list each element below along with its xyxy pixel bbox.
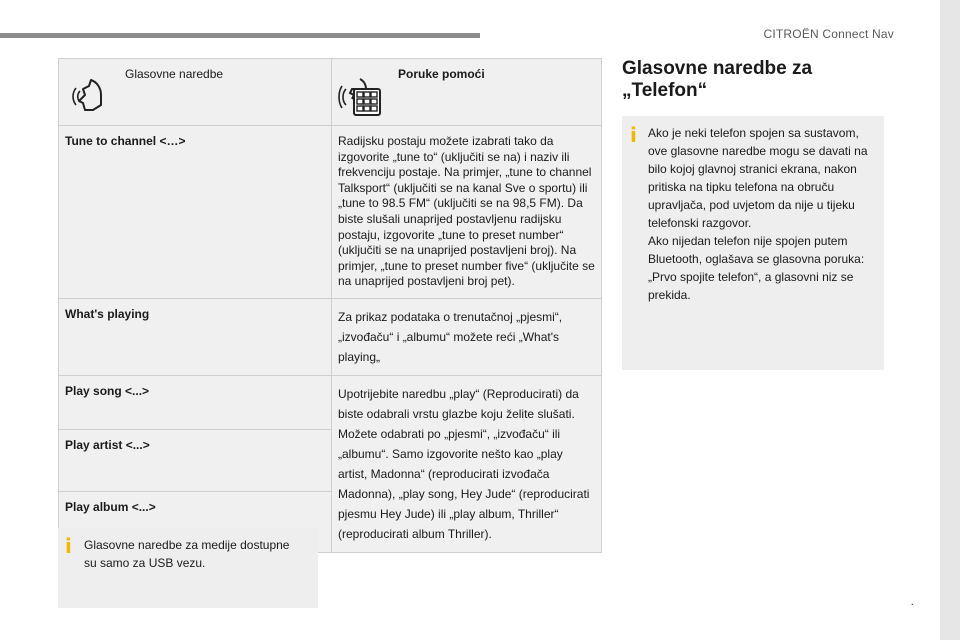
info-icon: i <box>65 534 72 558</box>
table-header-row <box>59 59 602 126</box>
media-note-panel <box>58 528 318 608</box>
page-marker: . <box>910 594 914 608</box>
section-title: Glasovne naredbe za „Telefon“ <box>622 58 813 101</box>
media-note-text: Glasovne naredbe za medije dostupne su samo za USB vezu. <box>84 538 290 570</box>
description-cell: Radijsku postaju možete izabrati tako da izgovorite „tune to“ (uključiti se na) i naziv ili frekvenciju postaje. Na primjer, „tune to channel Talksport“ (uključiti se na kanal Sve o sportu) ili „tune to 98.5 FM“ (uključiti se na 98,5 FM). Da biste slušali unaprijed postavljenu radijsku postaju, izgovorite „tune to preset number“ (uključiti se na unaprijed postavljeni broj). Na primjer, „tune to preset number five“ (uključite se na unaprijed postavljeni broj pet). <box>332 126 602 299</box>
voice-commands-table <box>58 58 602 553</box>
command-cell: What's playing <box>59 298 332 375</box>
header-cell-commands <box>59 59 332 126</box>
header-cell-help <box>332 59 602 126</box>
play-description-cell: Upotrijebite naredbu „play“ (Reproducirati) da biste odabrali vrstu glazbe koju želite slušati. Možete odabrati po „pjesmi“, „izvođaču“ ili „albumu“. Samo izgovorite nešto kao „play artist, Madonna“ (reproducirati izvođača Madonna), „play song, Hey Jude“ (reproducirati pjesmu Hey Jude) ili „play album, Thriller“ (reproducirati album Thriller). <box>332 375 602 552</box>
top-rule <box>0 33 480 38</box>
side-strip <box>940 0 960 640</box>
voice-help-icon <box>338 77 382 122</box>
table-row <box>59 375 602 429</box>
command-cell: Play artist <...> <box>59 429 332 492</box>
command-cell: Play song <...> <box>59 375 332 429</box>
command-cell: Play album <...> <box>59 492 332 553</box>
brand-header: CITROËN Connect Nav <box>763 27 894 41</box>
voice-command-icon <box>71 77 105 118</box>
description-cell: Za prikaz podataka o trenutačnoj „pjesmi“, „izvođaču“ i „albumu“ možete reći „What's playing„ <box>332 298 602 375</box>
table-row <box>59 298 602 375</box>
info-icon: i <box>630 123 637 147</box>
phone-info-paragraph-1: Ako je neki telefon spojen sa sustavom, ove glasovne naredbe mogu se davati na bilo kojoj glavnoj stranici ekrana, nakon pritiska na tipku telefona na obruču upravljača, pod uvjetom da nije u tijeku telefonski razgovor. <box>648 126 868 230</box>
phone-info-paragraph-2: Ako nijedan telefon nije spojen putem Bluetooth, oglašava se glasovna poruka: „Prvo spojite telefon“, a glasovni niz se prekida. <box>648 234 865 302</box>
header-commands-label: Glasovne naredbe <box>125 67 224 81</box>
command-cell: Tune to channel <…> <box>59 126 332 299</box>
table-row <box>59 126 602 299</box>
phone-info-panel <box>622 116 884 370</box>
header-help-label: Poruke pomoći <box>398 67 485 81</box>
